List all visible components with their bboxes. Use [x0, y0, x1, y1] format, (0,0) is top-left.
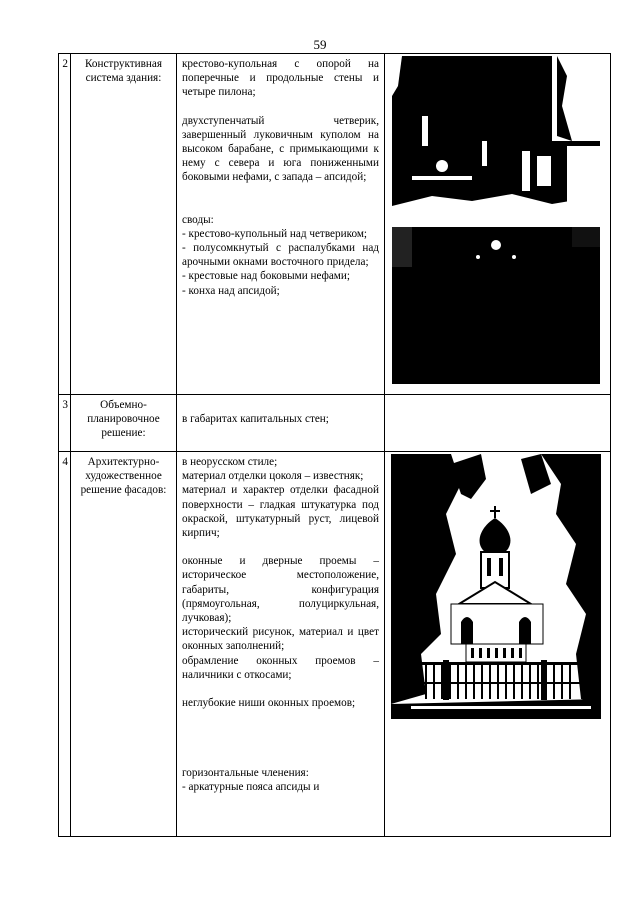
row-number: 2 [59, 54, 71, 395]
description-paragraph: - конха над апсидой; [182, 284, 280, 297]
row-title: Объемно-планировочное решение: [71, 395, 177, 452]
description-paragraph: исторический рисунок, материал и цвет оконных заполнений; [182, 626, 379, 653]
description-paragraph: в неорусском стиле; [182, 456, 278, 468]
description-paragraph: обрамление оконных проемов – наличники с откосами; [182, 654, 379, 681]
table-row-constructive-system [59, 54, 611, 395]
description-paragraph: двухступенчатый четверик, завершенный луковичным куполом на высоком барабане, с примыкающими к нему с севера и юга пониженными боковыми нефами, с запада – апсидой; [182, 114, 379, 184]
description-paragraph: своды: [182, 213, 214, 226]
description-paragraph: горизонтальные членения: [182, 767, 309, 780]
description-paragraph: - полусомкнутый с распалубками над арочными окнами восточного придела; [182, 242, 379, 269]
description-paragraph: материал и характер отделки фасадной поверхности – гладкая штукатурка под окраской, штукатурный руст, лицевой кирпич; [182, 484, 379, 540]
table-row-planning-solution [59, 395, 611, 452]
row-number: 4 [59, 452, 71, 837]
row-number: 3 [59, 395, 71, 452]
table-row-facade-solution [59, 452, 611, 837]
interior-photo-vaults [392, 227, 600, 384]
row-title: Конструктивная система здания: [71, 54, 177, 395]
row-description [177, 54, 385, 395]
description-paragraph: в габаритах капитальных стен; [182, 413, 329, 425]
photo-cell [385, 452, 611, 837]
row-title: Архитектурно-художественное решение фасадов: [71, 452, 177, 837]
description-paragraph: оконные и дверные проемы – историческое местоположение, габариты, конфигурация (прямоугольная, полуциркульная, лучковая); [182, 555, 379, 625]
row-description [177, 395, 385, 452]
description-paragraph: - аркатурные пояса апсиды и [182, 781, 320, 794]
monument-description-table [58, 53, 611, 837]
empty-photo-cell [385, 395, 611, 452]
church-facade-photo [391, 454, 601, 719]
page-number: 59 [313, 37, 327, 52]
row-description [177, 452, 385, 837]
interior-photo-dome [392, 56, 600, 213]
description-paragraph: - крестовые над боковыми нефами; [182, 270, 350, 283]
description-paragraph: - крестово-купольный над четвериком; [182, 227, 368, 240]
description-paragraph: материал отделки цоколя – известняк; [182, 470, 364, 483]
description-paragraph: крестово-купольная с опорой на поперечные и продольные стены и четыре пилона; [182, 58, 379, 99]
photo-cell [385, 54, 611, 395]
description-paragraph: неглубокие ниши оконных проемов; [182, 697, 356, 710]
